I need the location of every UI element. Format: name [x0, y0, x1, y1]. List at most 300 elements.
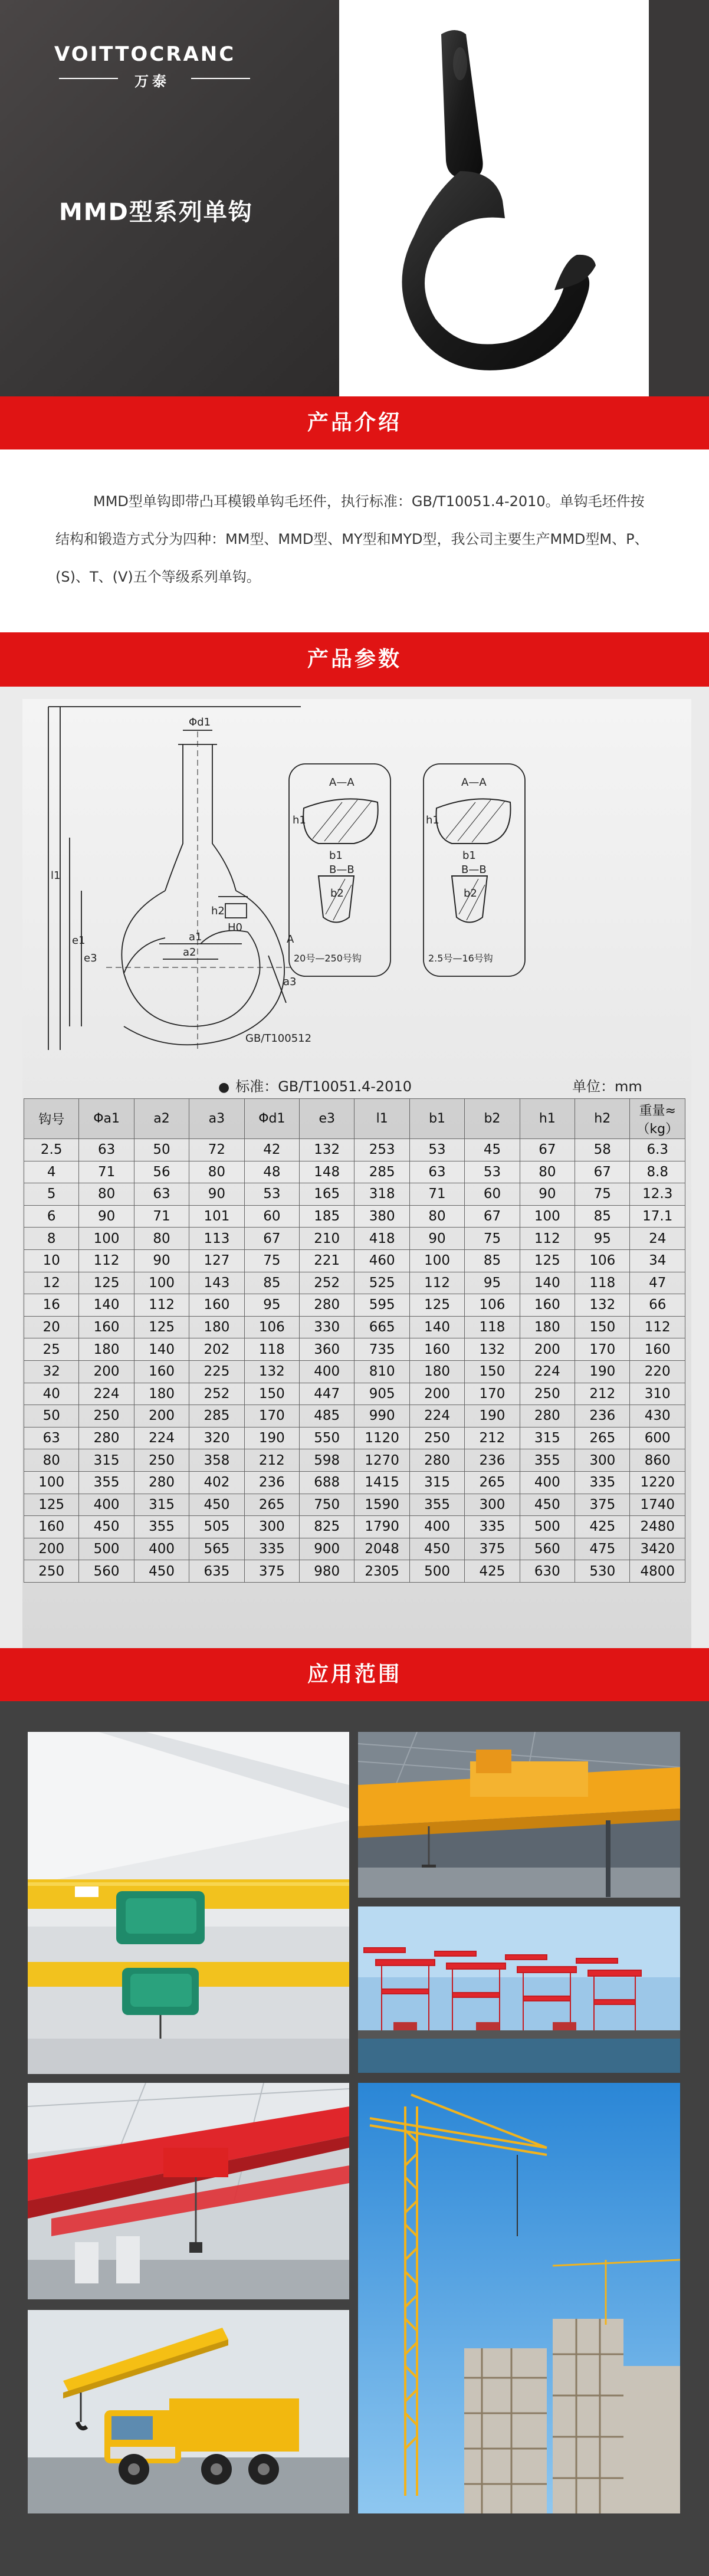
spec-cell: 500 [520, 1516, 575, 1538]
spec-cell: 125 [409, 1294, 464, 1317]
spec-cell: 71 [409, 1183, 464, 1206]
spec-cell: 63 [79, 1139, 134, 1161]
spec-cell: 8 [24, 1228, 79, 1250]
spec-cell: 630 [520, 1560, 575, 1583]
spec-header-cell: l1 [354, 1099, 409, 1139]
spec-cell: 560 [520, 1538, 575, 1560]
spec-cell: 56 [134, 1161, 189, 1183]
dim-a1: a1 [189, 931, 202, 943]
params-heading: 产品参数 [0, 632, 709, 687]
spec-cell: 25 [24, 1338, 79, 1361]
spec-cell: 140 [409, 1316, 464, 1338]
spec-cell: 12.3 [630, 1183, 685, 1206]
spec-cell: 375 [244, 1560, 299, 1583]
dim-a2: a2 [183, 946, 196, 959]
table-row [24, 1228, 685, 1250]
section-aa-b1-right: b1 [462, 849, 476, 862]
spec-cell: 355 [134, 1516, 189, 1538]
spec-cell: 100 [134, 1272, 189, 1294]
spec-header-cell: Φd1 [244, 1099, 299, 1139]
spec-cell: 860 [630, 1449, 685, 1472]
dim-e1: e1 [72, 934, 86, 947]
section-bb-label-right: B—B [461, 864, 487, 876]
spec-cell: 2.5 [24, 1139, 79, 1161]
spec-cell: 225 [189, 1360, 244, 1383]
spec-cell: 360 [300, 1338, 354, 1361]
dim-h0: H0 [228, 921, 242, 934]
spec-cell: 1740 [630, 1494, 685, 1516]
spec-cell: 80 [409, 1205, 464, 1228]
table-row [24, 1538, 685, 1560]
spec-cell: 212 [465, 1427, 520, 1449]
spec-cell: 132 [300, 1139, 354, 1161]
spec-cell: 265 [575, 1427, 630, 1449]
gb-note: GB/T100512 [245, 1032, 312, 1045]
spec-cell: 180 [134, 1383, 189, 1405]
section-bb-label: B—B [329, 864, 354, 876]
table-row [24, 1249, 685, 1272]
spec-cell: 990 [354, 1405, 409, 1428]
spec-cell: 112 [134, 1294, 189, 1317]
spec-cell: 118 [575, 1272, 630, 1294]
spec-cell: 600 [630, 1427, 685, 1449]
spec-cell: 375 [575, 1494, 630, 1516]
spec-cell: 450 [189, 1494, 244, 1516]
spec-cell: 450 [79, 1516, 134, 1538]
spec-cell: 200 [520, 1338, 575, 1361]
spec-cell: 17.1 [630, 1205, 685, 1228]
spec-cell: 4800 [630, 1560, 685, 1583]
spec-cell: 400 [520, 1471, 575, 1494]
spec-cell: 85 [465, 1249, 520, 1272]
spec-cell: 250 [520, 1383, 575, 1405]
spec-cell: 160 [189, 1294, 244, 1317]
table-row [24, 1205, 685, 1228]
spec-cell: 200 [409, 1383, 464, 1405]
dim-h2: h2 [211, 905, 225, 917]
spec-cell: 90 [134, 1249, 189, 1272]
spec-cell: 285 [189, 1405, 244, 1428]
spec-cell: 67 [575, 1161, 630, 1183]
spec-cell: 335 [244, 1538, 299, 1560]
spec-cell: 90 [520, 1183, 575, 1206]
spec-cell: 425 [465, 1560, 520, 1583]
spec-cell: 530 [575, 1560, 630, 1583]
table-row [24, 1161, 685, 1183]
spec-cell: 565 [189, 1538, 244, 1560]
spec-cell: 418 [354, 1228, 409, 1250]
spec-cell: 72 [189, 1139, 244, 1161]
spec-cell: 125 [520, 1249, 575, 1272]
spec-header-cell: 钩号 [24, 1099, 79, 1139]
dim-a3: a3 [283, 976, 297, 988]
spec-cell: 335 [465, 1516, 520, 1538]
spec-cell: 250 [134, 1449, 189, 1472]
spec-cell: 143 [189, 1272, 244, 1294]
spec-cell: 48 [244, 1161, 299, 1183]
red-bridge-crane-photo [28, 2083, 349, 2299]
spec-cell: 53 [465, 1161, 520, 1183]
spec-cell: 170 [575, 1338, 630, 1361]
spec-cell: 250 [409, 1427, 464, 1449]
section-mark-a: A [287, 933, 294, 946]
spec-cell: 8.8 [630, 1161, 685, 1183]
spec-cell: 50 [24, 1405, 79, 1428]
spec-header-cell: a3 [189, 1099, 244, 1139]
spec-cell: 210 [300, 1228, 354, 1250]
spec-cell: 12 [24, 1272, 79, 1294]
spec-cell: 2048 [354, 1538, 409, 1560]
spec-cell: 425 [575, 1516, 630, 1538]
brand-logo-sub [54, 70, 255, 90]
spec-cell: 150 [244, 1383, 299, 1405]
spec-header-cell: b2 [465, 1099, 520, 1139]
spec-cell: 253 [354, 1139, 409, 1161]
spec-cell: 10 [24, 1249, 79, 1272]
spec-header-cell: 重量≈ （kg） [630, 1099, 685, 1139]
table-row [24, 1494, 685, 1516]
hero-banner [0, 0, 709, 396]
spec-cell: 280 [520, 1405, 575, 1428]
spec-cell: 170 [465, 1383, 520, 1405]
spec-cell: 375 [465, 1538, 520, 1560]
spec-cell: 224 [520, 1360, 575, 1383]
spec-header-cell: b1 [409, 1099, 464, 1139]
spec-cell: 320 [189, 1427, 244, 1449]
spec-cell: 200 [134, 1405, 189, 1428]
spec-cell: 1790 [354, 1516, 409, 1538]
standard-label: ● 标准：GB/T10051.4-2010 [218, 1078, 412, 1095]
spec-header-cell: h1 [520, 1099, 575, 1139]
spec-cell: 750 [300, 1494, 354, 1516]
spec-cell: 3420 [630, 1538, 685, 1560]
spec-cell: 500 [79, 1538, 134, 1560]
spec-cell: 100 [409, 1249, 464, 1272]
spec-cell: 160 [630, 1338, 685, 1361]
spec-header-cell: e3 [300, 1099, 354, 1139]
section-aa-b1: b1 [329, 849, 343, 862]
spec-cell: 63 [24, 1427, 79, 1449]
spec-cell: 400 [134, 1538, 189, 1560]
spec-cell: 53 [409, 1139, 464, 1161]
spec-cell: 80 [24, 1449, 79, 1472]
spec-cell: 265 [465, 1471, 520, 1494]
spec-cell: 132 [465, 1338, 520, 1361]
spec-cell: 355 [520, 1449, 575, 1472]
spec-cell: 180 [409, 1360, 464, 1383]
table-row [24, 1383, 685, 1405]
spec-cell: 132 [575, 1294, 630, 1317]
spec-cell: 106 [465, 1294, 520, 1317]
spec-cell: 140 [79, 1294, 134, 1317]
spec-header-cell: a2 [134, 1099, 189, 1139]
spec-cell: 150 [575, 1316, 630, 1338]
spec-cell: 200 [24, 1538, 79, 1560]
spec-cell: 75 [244, 1249, 299, 1272]
spec-cell: 550 [300, 1427, 354, 1449]
spec-cell: 330 [300, 1316, 354, 1338]
spec-cell: 300 [244, 1516, 299, 1538]
spec-cell: 16 [24, 1294, 79, 1317]
spec-cell: 63 [134, 1183, 189, 1206]
table-row [24, 1294, 685, 1317]
spec-cell: 400 [79, 1494, 134, 1516]
spec-cell: 598 [300, 1449, 354, 1472]
spec-cell: 85 [244, 1272, 299, 1294]
spec-cell: 236 [465, 1449, 520, 1472]
spec-cell: 475 [575, 1538, 630, 1560]
brand-logo: VOITTOCRANC [54, 42, 236, 66]
spec-cell: 85 [575, 1205, 630, 1228]
spec-cell: 80 [189, 1161, 244, 1183]
spec-cell: 45 [465, 1139, 520, 1161]
spec-cell: 66 [630, 1294, 685, 1317]
spec-cell: 95 [244, 1294, 299, 1317]
spec-cell: 905 [354, 1383, 409, 1405]
spec-cell: 106 [244, 1316, 299, 1338]
dim-l1: l1 [51, 869, 61, 882]
spec-cell: 285 [354, 1161, 409, 1183]
hero-side-strip [649, 0, 709, 396]
spec-cell: 80 [79, 1183, 134, 1206]
spec-cell: 315 [134, 1494, 189, 1516]
spec-cell: 180 [520, 1316, 575, 1338]
spec-cell: 980 [300, 1560, 354, 1583]
spec-cell: 132 [244, 1360, 299, 1383]
spec-cell: 71 [134, 1205, 189, 1228]
spec-cell: 212 [575, 1383, 630, 1405]
spec-cell: 75 [465, 1228, 520, 1250]
spec-cell: 112 [409, 1272, 464, 1294]
port-gantry-crane-photo [358, 1906, 680, 2073]
spec-cell: 560 [79, 1560, 134, 1583]
spec-cell: 450 [409, 1538, 464, 1560]
spec-cell: 595 [354, 1294, 409, 1317]
spec-cell: 1270 [354, 1449, 409, 1472]
spec-cell: 485 [300, 1405, 354, 1428]
applications-heading: 应用范围 [0, 1648, 709, 1701]
table-row [24, 1338, 685, 1361]
spec-table [24, 1098, 685, 1583]
spec-cell: 318 [354, 1183, 409, 1206]
spec-cell: 500 [409, 1560, 464, 1583]
spec-cell: 60 [465, 1183, 520, 1206]
hook-dimension-diagram [24, 696, 684, 1068]
spec-cell: 4 [24, 1161, 79, 1183]
spec-cell: 140 [134, 1338, 189, 1361]
spec-cell: 6.3 [630, 1139, 685, 1161]
spec-cell: 165 [300, 1183, 354, 1206]
hoist-workshop-photo [28, 1732, 349, 2074]
spec-cell: 224 [134, 1427, 189, 1449]
spec-cell: 300 [465, 1494, 520, 1516]
spec-cell: 355 [409, 1494, 464, 1516]
spec-cell: 5 [24, 1183, 79, 1206]
spec-table-header [24, 1099, 685, 1139]
spec-cell: 315 [520, 1427, 575, 1449]
spec-cell: 80 [520, 1161, 575, 1183]
spec-cell: 95 [465, 1272, 520, 1294]
spec-cell: 95 [575, 1228, 630, 1250]
table-row [24, 1183, 685, 1206]
spec-cell: 63 [409, 1161, 464, 1183]
spec-cell: 1590 [354, 1494, 409, 1516]
spec-cell: 250 [79, 1405, 134, 1428]
spec-cell: 140 [520, 1272, 575, 1294]
spec-cell: 460 [354, 1249, 409, 1272]
brand-logo-cn: 万泰 [134, 73, 170, 90]
spec-cell: 127 [189, 1249, 244, 1272]
note-left: 20号—250号钩 [294, 953, 362, 964]
spec-cell: 280 [409, 1449, 464, 1472]
spec-cell: 665 [354, 1316, 409, 1338]
spec-cell: 236 [244, 1471, 299, 1494]
spec-cell: 358 [189, 1449, 244, 1472]
spec-cell: 58 [575, 1139, 630, 1161]
spec-cell: 160 [79, 1316, 134, 1338]
spec-cell: 315 [79, 1449, 134, 1472]
spec-cell: 355 [79, 1471, 134, 1494]
dim-phi-d1: Φd1 [189, 716, 211, 729]
spec-cell: 447 [300, 1383, 354, 1405]
overhead-crane-photo [358, 1732, 680, 1898]
section-aa-label-right: A—A [461, 776, 487, 789]
spec-cell: 160 [134, 1360, 189, 1383]
intro-heading: 产品介绍 [0, 396, 709, 449]
spec-cell: 42 [244, 1139, 299, 1161]
dim-e3: e3 [84, 952, 97, 964]
section-aa-label: A—A [329, 776, 354, 789]
spec-cell: 148 [300, 1161, 354, 1183]
spec-cell: 125 [79, 1272, 134, 1294]
intro-section [0, 449, 709, 632]
spec-cell: 735 [354, 1338, 409, 1361]
spec-header-cell: Φa1 [79, 1099, 134, 1139]
spec-cell: 112 [520, 1228, 575, 1250]
section-bb-b2-right: b2 [464, 887, 477, 900]
table-row [24, 1316, 685, 1338]
spec-header-cell: h2 [575, 1099, 630, 1139]
spec-cell: 125 [24, 1494, 79, 1516]
spec-cell: 160 [409, 1338, 464, 1361]
table-row [24, 1471, 685, 1494]
spec-cell: 280 [79, 1427, 134, 1449]
spec-cell: 118 [244, 1338, 299, 1361]
spec-cell: 1120 [354, 1427, 409, 1449]
spec-cell: 688 [300, 1471, 354, 1494]
spec-cell: 112 [630, 1316, 685, 1338]
spec-cell: 101 [189, 1205, 244, 1228]
spec-cell: 160 [520, 1294, 575, 1317]
spec-cell: 100 [79, 1228, 134, 1250]
spec-cell: 250 [24, 1560, 79, 1583]
spec-cell: 60 [244, 1205, 299, 1228]
spec-cell: 190 [244, 1427, 299, 1449]
table-row [24, 1360, 685, 1383]
spec-cell: 810 [354, 1360, 409, 1383]
spec-table-body [24, 1139, 685, 1583]
section-bb-b2: b2 [330, 887, 344, 900]
hook-product-photo [378, 24, 625, 389]
table-row [24, 1516, 685, 1538]
spec-cell: 100 [520, 1205, 575, 1228]
spec-cell: 236 [575, 1405, 630, 1428]
spec-cell: 170 [244, 1405, 299, 1428]
standard-text: 标准：GB/T10051.4-2010 [235, 1078, 412, 1095]
spec-cell: 430 [630, 1405, 685, 1428]
spec-cell: 450 [520, 1494, 575, 1516]
spec-cell: 180 [79, 1338, 134, 1361]
spec-cell: 75 [575, 1183, 630, 1206]
spec-cell: 505 [189, 1516, 244, 1538]
spec-cell: 118 [465, 1316, 520, 1338]
spec-cell: 150 [465, 1360, 520, 1383]
table-row [24, 1405, 685, 1428]
spec-cell: 90 [79, 1205, 134, 1228]
spec-cell: 180 [189, 1316, 244, 1338]
spec-cell: 900 [300, 1538, 354, 1560]
spec-cell: 300 [575, 1449, 630, 1472]
logo-line-right [191, 78, 250, 79]
spec-cell: 190 [575, 1360, 630, 1383]
spec-cell: 47 [630, 1272, 685, 1294]
spec-cell: 90 [409, 1228, 464, 1250]
spec-cell: 635 [189, 1560, 244, 1583]
spec-cell: 525 [354, 1272, 409, 1294]
spec-cell: 280 [134, 1471, 189, 1494]
spec-cell: 380 [354, 1205, 409, 1228]
spec-cell: 402 [189, 1471, 244, 1494]
spec-cell: 40 [24, 1383, 79, 1405]
table-row [24, 1272, 685, 1294]
spec-cell: 450 [134, 1560, 189, 1583]
truck-crane-photo [28, 2310, 349, 2513]
spec-cell: 160 [24, 1516, 79, 1538]
spec-cell: 1415 [354, 1471, 409, 1494]
spec-cell: 6 [24, 1205, 79, 1228]
spec-cell: 53 [244, 1183, 299, 1206]
spec-cell: 280 [300, 1294, 354, 1317]
logo-line-left [59, 78, 118, 79]
unit-label: 单位：mm [572, 1078, 642, 1095]
spec-cell: 185 [300, 1205, 354, 1228]
spec-cell: 202 [189, 1338, 244, 1361]
spec-cell: 2305 [354, 1560, 409, 1583]
spec-cell: 310 [630, 1383, 685, 1405]
spec-cell: 32 [24, 1360, 79, 1383]
spec-cell: 400 [300, 1360, 354, 1383]
spec-cell: 212 [244, 1449, 299, 1472]
spec-cell: 190 [465, 1405, 520, 1428]
spec-cell: 221 [300, 1249, 354, 1272]
spec-cell: 125 [134, 1316, 189, 1338]
spec-cell: 224 [409, 1405, 464, 1428]
tower-crane-photo [358, 2083, 680, 2513]
table-row [24, 1449, 685, 1472]
spec-cell: 67 [244, 1228, 299, 1250]
spec-cell: 67 [465, 1205, 520, 1228]
spec-cell: 100 [24, 1471, 79, 1494]
note-right: 2.5号—16号钩 [428, 953, 493, 964]
spec-cell: 24 [630, 1228, 685, 1250]
spec-cell: 113 [189, 1228, 244, 1250]
table-row [24, 1139, 685, 1161]
section-aa-h1-right: h1 [426, 814, 439, 826]
spec-cell: 67 [520, 1139, 575, 1161]
spec-cell: 1220 [630, 1471, 685, 1494]
spec-cell: 265 [244, 1494, 299, 1516]
spec-cell: 50 [134, 1139, 189, 1161]
